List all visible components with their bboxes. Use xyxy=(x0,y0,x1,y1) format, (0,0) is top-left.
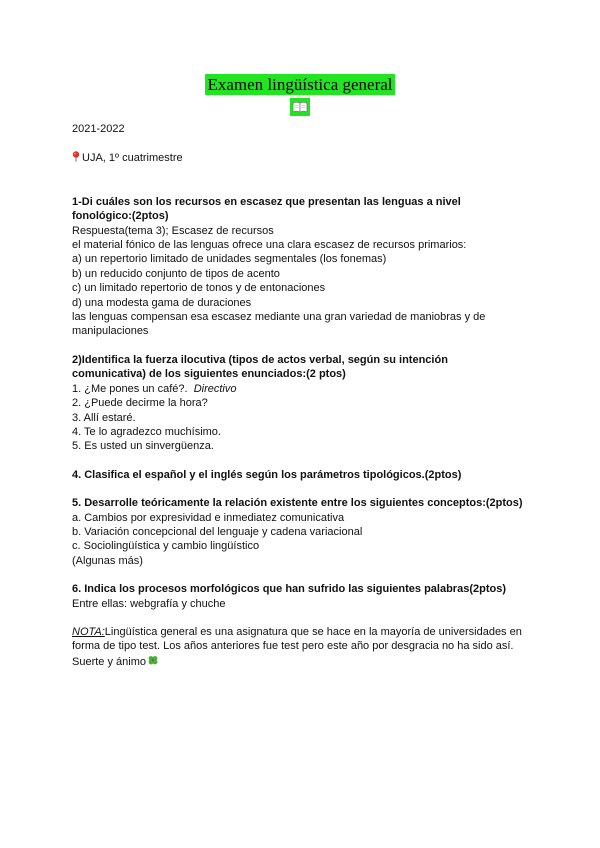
q1-line: c) un limitado repertorio de tonos y de entonaciones xyxy=(72,282,326,295)
note-line: forma de tipo test. Los años anteriores fue test pero este año por desgracia no ha sido así. xyxy=(72,640,514,653)
q2-item: 2. ¿Puede decirme la hora? xyxy=(72,397,208,410)
q2-item-text: 1. ¿Me pones un café?. xyxy=(72,382,188,395)
document-body xyxy=(72,122,532,669)
page-title: Examen lingüística general xyxy=(207,75,393,94)
open-book-icon xyxy=(290,98,310,116)
q1-line: d) una modesta gama de duraciones xyxy=(72,296,252,309)
q1-line: a) un repertorio limitado de unidades segmentales (los fonemas) xyxy=(72,253,387,266)
question-2-title-cont: comunicativa) de los siguientes enunciados:(2 ptos) xyxy=(72,368,346,381)
question-2-title: 2)Identifica la fuerza ilocutiva (tipos de actos verbal, según su intención xyxy=(72,353,448,366)
q2-item-answer: Directivo xyxy=(193,382,237,395)
note-label: NOTA: xyxy=(72,625,105,638)
book-container xyxy=(0,98,600,116)
q5-item: b. Variación concepcional del lenguaje y cadena variacional xyxy=(72,525,363,538)
note-closing: Suerte y ánimo xyxy=(72,655,146,668)
q2-item: 3. Allí estaré. xyxy=(72,411,136,424)
q1-line: Respuesta(tema 3); Escasez de recursos xyxy=(72,224,274,237)
q2-item xyxy=(72,382,532,396)
note-line xyxy=(72,625,532,639)
question-6-title: 6. Indica los procesos morfológicos que han sufrido las siguientes palabras(2ptos) xyxy=(72,583,506,596)
year-text: 2021-2022 xyxy=(72,123,125,135)
note-line xyxy=(72,654,532,669)
q5-item: c. Sociolingüística y cambio lingüístico xyxy=(72,540,260,553)
q2-item: 4. Te lo agradezco muchísimo. xyxy=(72,425,221,438)
q6-line: Entre ellas: webgrafía y chuche xyxy=(72,597,226,610)
pin-icon xyxy=(72,151,80,162)
q2-item: 5. Es usted un sinvergüenza. xyxy=(72,440,214,453)
question-1-title: 1-Di cuáles son los recursos en escasez que presentan las lenguas a nivel xyxy=(72,195,461,208)
q1-line: b) un reducido conjunto de tipos de acento xyxy=(72,267,280,280)
question-4-title: 4. Clasifica el español y el inglés según los parámetros tipológicos.(2ptos) xyxy=(72,468,462,481)
q5-item: (Algunas más) xyxy=(72,554,143,567)
note-text: Lingüística general es una asignatura que se hace en la mayoría de universidades en xyxy=(104,625,522,638)
q1-line: el material fónico de las lenguas ofrece una clara escasez de recursos primarios: xyxy=(72,239,467,252)
question-5-title: 5. Desarrolle teóricamente la relación existente entre los siguientes conceptos:(2ptos) xyxy=(72,497,523,510)
location-text: UJA, 1º cuatrimestre xyxy=(82,152,183,165)
location-line xyxy=(72,150,532,165)
question-1-title-cont: fonológico:(2ptos) xyxy=(72,210,169,223)
q5-item: a. Cambios por expresividad e inmediatez comunicativa xyxy=(72,511,345,524)
q1-line: manipulaciones xyxy=(72,325,149,338)
clover-icon xyxy=(147,655,159,666)
title-container xyxy=(0,74,600,95)
q1-line: las lenguas compensan esa escasez mediante una gran variedad de maniobras y de xyxy=(72,311,486,324)
